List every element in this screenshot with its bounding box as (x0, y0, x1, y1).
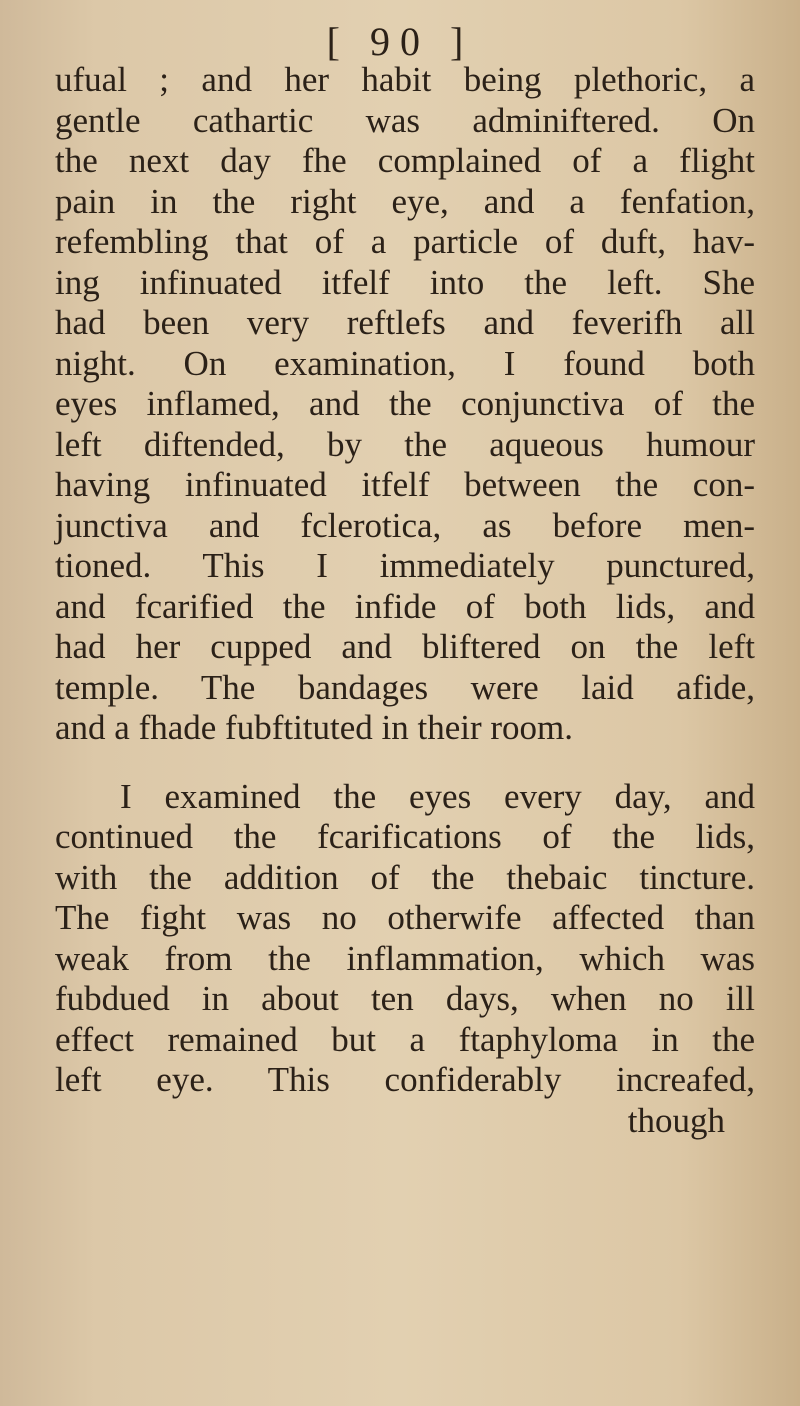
catchword: though (627, 1100, 725, 1140)
text-line: fubdued in about ten days, when no ill (55, 979, 755, 1018)
text-line: and a fhade fubftituted in their room. (55, 708, 574, 747)
text-line: weak from the inflammation, which was (55, 938, 755, 978)
text-line: left eye. This confiderably increafed, (55, 1060, 755, 1099)
text-line: left diftended, by the aqueous humour (55, 424, 755, 464)
text-line: refembling that of a particle of duft, hav- (55, 222, 755, 261)
text-line: gentle cathartic was adminiftered. On (55, 100, 755, 140)
text-line: tioned. This I immediately punctured, (55, 546, 755, 585)
text-line: having infinuated itfelf between the con- (55, 465, 755, 504)
text-line: The fight was no otherwife affected than (55, 898, 755, 937)
body-text (55, 60, 755, 1141)
text-line: junctiva and fclerotica, as before men- (55, 505, 755, 545)
text-line: with the addition of the thebaic tincture. (55, 857, 755, 897)
text-line: the next day fhe complained of a flight (55, 141, 755, 180)
page-number: [ 90 ] (326, 19, 474, 64)
text-line: eyes inflamed, and the conjunctiva of the (55, 384, 755, 423)
text-line: night. On examination, I found both (55, 343, 755, 383)
text-line: and fcarified the infide of both lids, and (55, 586, 755, 626)
text-line: had been very reftlefs and feverifh all (55, 303, 755, 342)
text-line: continued the fcarifications of the lids, (55, 817, 755, 856)
text-line: pain in the right eye, and a fenfation, (55, 181, 755, 221)
text-line: temple. The bandages were laid afide, (55, 667, 755, 707)
text-line: I examined the eyes every day, and (120, 776, 755, 816)
text-line: had her cupped and bliftered on the left (55, 627, 755, 666)
text-line: ufual ; and her habit being plethoric, a (55, 60, 755, 99)
text-line: effect remained but a ftaphyloma in the (55, 1019, 755, 1059)
text-line: ing infinuated itfelf into the left. She (55, 262, 755, 302)
